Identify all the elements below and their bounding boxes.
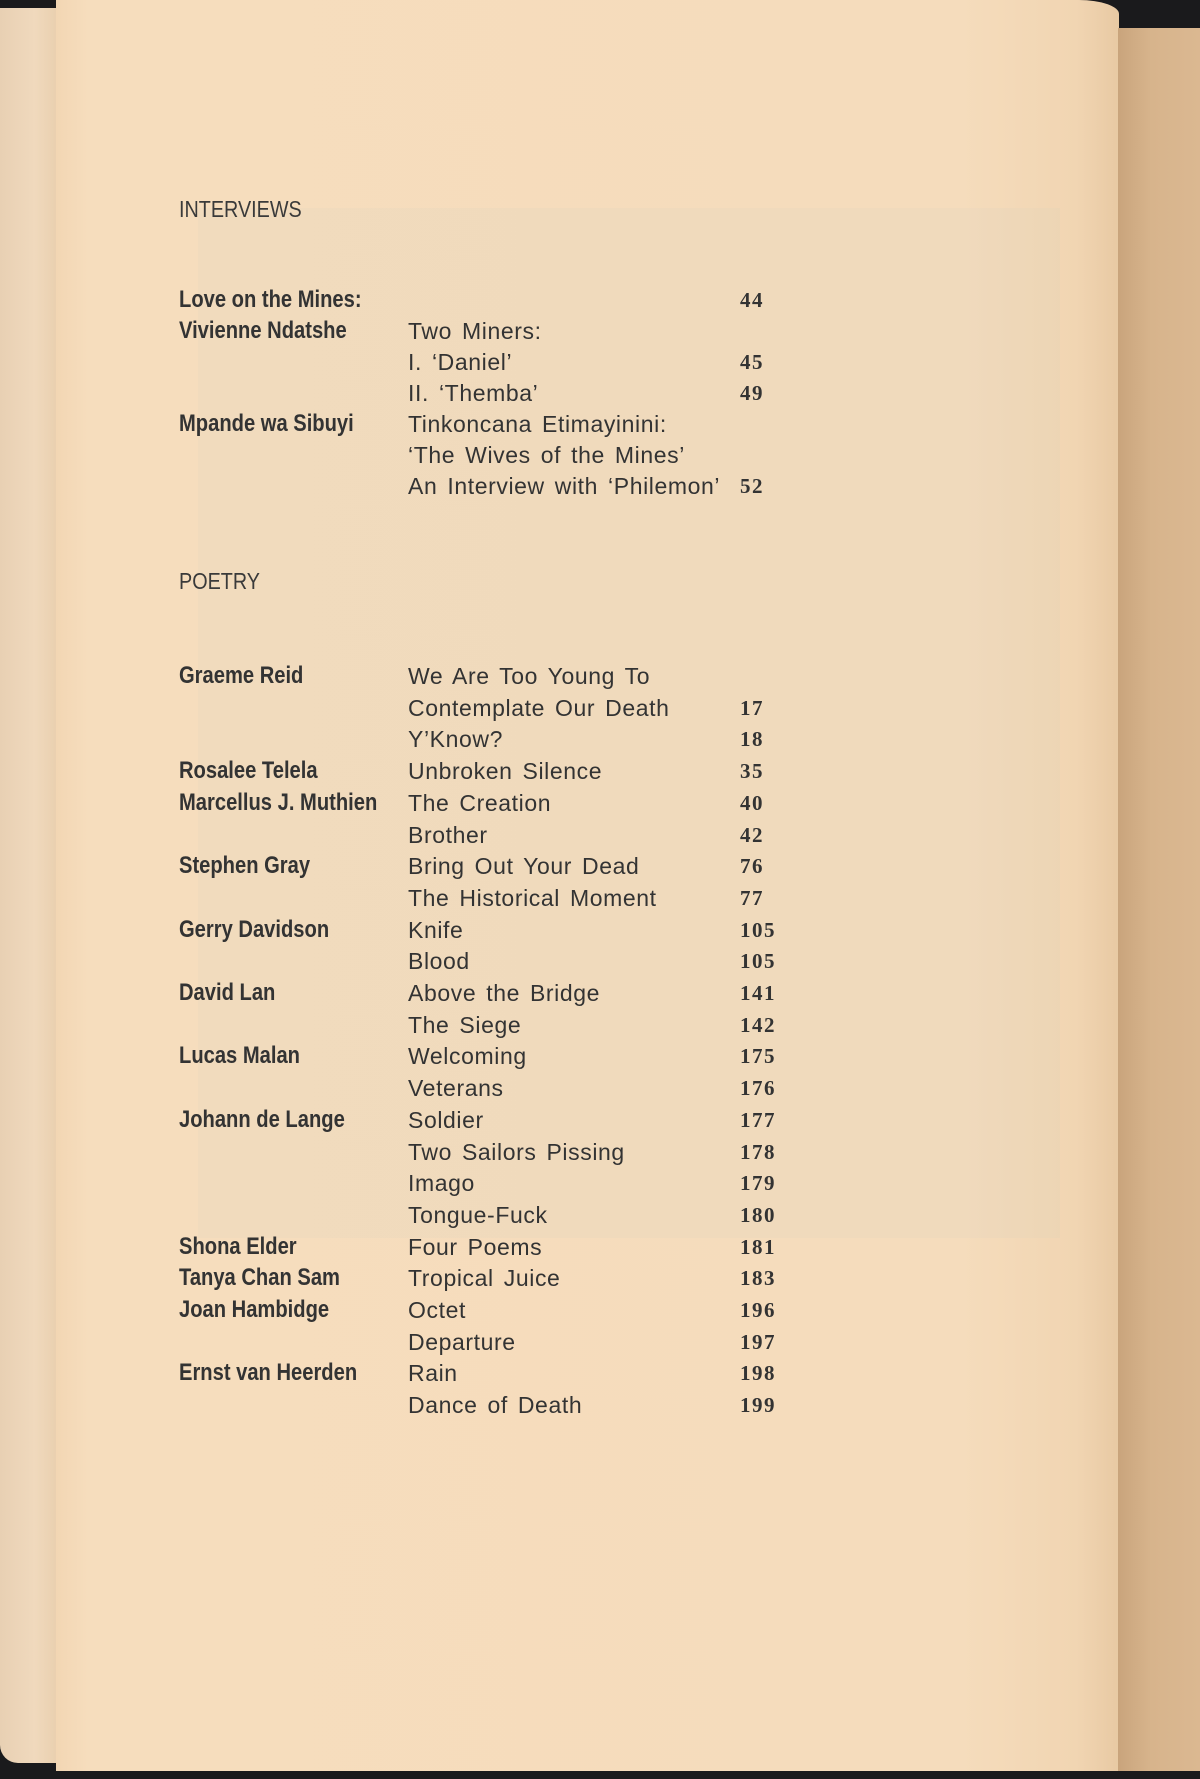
entry-title: Imago [408,1170,475,1197]
entry-title: We Are Too Young To [408,663,651,689]
entry-title: Tropical Juice [408,1265,561,1292]
entry-author: Stephen Gray [179,852,311,880]
entry-page-number: 76 [740,854,764,879]
entry-page-number: 49 [740,381,764,405]
entry-author: Ernst van Heerden [179,1359,358,1387]
entry-title: Four Poems [408,1233,543,1260]
entry-author: Lucas Malan [179,1042,300,1070]
entry-author: David Lan [179,979,276,1006]
entry-title: The Historical Moment [408,884,657,911]
entry-title: II. ‘Themba’ [408,380,539,406]
print-area-shadow [198,208,1060,1238]
section-heading: POETRY [179,568,260,594]
entry-title: Above the Bridge [408,980,601,1006]
entry-page-number: 77 [740,885,764,910]
entry-page-number: 197 [740,1329,776,1354]
entry-page-number: 175 [740,1044,776,1069]
entry-page-number: 176 [740,1076,776,1101]
entry-title: Veterans [408,1075,504,1102]
entry-author: Shona Elder [179,1232,297,1260]
left-page-edge [0,8,58,1763]
section-heading: INTERVIEWS [179,196,302,222]
entry-page-number: 52 [740,474,764,498]
entry-title: Two Miners: [408,318,542,344]
entry-title: Contemplate Our Death [408,694,670,721]
entry-author: Tanya Chan Sam [179,1264,340,1292]
entry-title: Bring Out Your Dead [408,853,640,880]
entry-page-number: 142 [740,1012,776,1037]
entry-page-number: 180 [740,1202,776,1227]
entry-title: Two Sailors Pissing [408,1138,625,1165]
entry-author: Joan Hambidge [179,1296,330,1323]
entry-author: Marcellus J. Muthien [179,788,378,816]
entry-page-number: 18 [740,727,764,752]
entry-page-number: 45 [740,350,764,374]
entry-author: Gerry Davidson [179,915,330,943]
entry-page-number: 17 [740,695,764,720]
entry-page-number: 181 [740,1234,776,1259]
entry-author: Love on the Mines: [179,286,362,313]
entry-title: Tinkoncana Etimayinini: [408,411,667,437]
entry-page-number: 105 [740,917,776,942]
entry-author: Graeme Reid [179,662,304,689]
entry-page-number: 40 [740,790,764,815]
entry-title: Octet [408,1297,466,1323]
entry-author: Rosalee Telela [179,757,318,785]
entry-page-number: 199 [740,1393,776,1418]
entry-title: An Interview with ‘Philemon’ [408,473,721,499]
entry-title: Departure [408,1328,516,1355]
entry-title: ‘The Wives of the Mines’ [408,442,685,468]
next-page-edge [1118,28,1200,1771]
entry-title: I. ‘Daniel’ [408,349,513,375]
entry-title: Soldier [408,1106,484,1133]
entry-title: Dance of Death [408,1392,583,1419]
entry-page-number: 183 [740,1266,776,1291]
entry-page-number: 179 [740,1171,776,1196]
entry-page-number: 198 [740,1361,776,1386]
entry-title: Tongue-Fuck [408,1201,548,1228]
entry-title: The Creation [408,789,552,816]
entry-page-number: 42 [740,822,764,847]
entry-page-number: 44 [740,288,764,312]
entry-title: The Siege [408,1011,522,1038]
entry-title: Welcoming [408,1043,527,1070]
entry-author: Mpande wa Sibuyi [179,410,354,437]
entry-author: Johann de Lange [179,1105,345,1133]
entry-author: Vivienne Ndatshe [179,317,347,344]
entry-title: Y’Know? [408,726,503,753]
entry-title: Blood [408,948,470,975]
entry-page-number: 196 [740,1298,776,1322]
entry-title: Knife [408,916,464,943]
entry-page-number: 35 [740,759,764,784]
entry-page-number: 178 [740,1139,776,1164]
entry-page-number: 105 [740,949,776,974]
entry-title: Rain [408,1360,458,1387]
entry-page-number: 177 [740,1107,776,1132]
entry-page-number: 141 [740,981,776,1005]
entry-title: Brother [408,821,488,848]
entry-title: Unbroken Silence [408,758,603,785]
